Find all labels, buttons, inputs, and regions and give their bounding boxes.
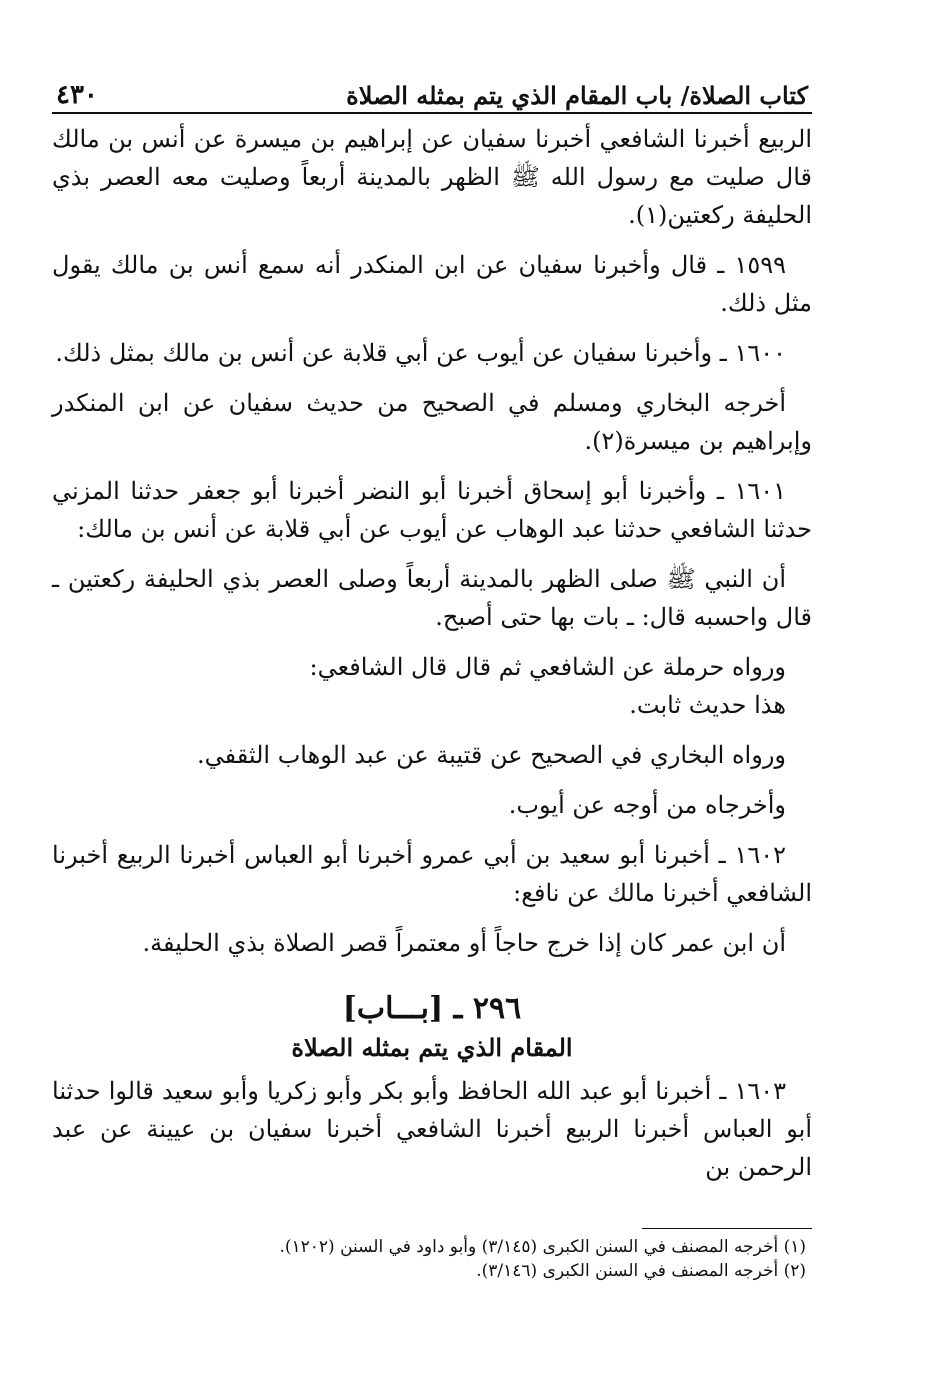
chapter-heading — [52, 988, 812, 1066]
matn-1602: أن ابن عمر كان إذا خرج حاجاً أو معتمراً قصر الصلاة بذي الحليفة. — [142, 929, 786, 957]
hadith-1603: ١٦٠٣ ـ أخبرنا أبو عبد الله الحافظ وأبو بكر وأبو زكريا وأبو سعيد قالوا حدثنا أبو العباس أخبرنا الربيع أخبرنا الشافعي أخبرنا سفيان بن عيينة عن عبد الرحمن بن — [52, 1077, 812, 1181]
hukm-hadith: هذا حديث ثابت. — [629, 691, 786, 719]
hadith-1601: ١٦٠١ ـ وأخبرنا أبو إسحاق أخبرنا أبو النضر أخبرنا أبو جعفر حدثنا المزني حدثنا الشافعي حدثنا عبد الوهاب عن أيوب عن أبي قلابة عن أنس بن مالك: — [52, 477, 812, 543]
hadith-1600: ١٦٠٠ ـ وأخبرنا سفيان عن أيوب عن أبي قلابة عن أنس بن مالك بمثل ذلك. — [55, 339, 786, 367]
page-number: ٤٣٠ — [56, 80, 98, 110]
page-header — [52, 70, 812, 114]
book-page — [52, 70, 812, 1350]
takhrij-1600: أخرجه البخاري ومسلم في الصحيح من حديث سفيان عن ابن المنكدر وإبراهيم بن ميسرة(٢). — [52, 389, 812, 455]
footnote-1: (١) أخرجه المصنف في السنن الكبرى (٣/١٤٥) وأبو داود في السنن (١٢٠٢). — [279, 1237, 806, 1257]
footnote-2: (٢) أخرجه المصنف في السنن الكبرى (٣/١٤٦). — [476, 1261, 806, 1281]
hadith-1602: ١٦٠٢ ـ أخبرنا أبو سعيد بن أبي عمرو أخبرنا أبو العباس أخبرنا الربيع أخبرنا الشافعي أخبرنا مالك عن نافع: — [52, 841, 812, 907]
chapter-number: ٢٩٦ ـ [بـــاب] — [342, 991, 522, 1026]
footnote-rule — [642, 1228, 812, 1229]
riwaya-harmala: ورواه حرملة عن الشافعي ثم قال قال الشافعي: — [309, 653, 786, 681]
matn-1601: أن النبي ﷺ صلى الظهر بالمدينة أربعاً وصلى العصر بذي الحليفة ركعتين ـ قال واحسبه قال: ـ بات بها حتى أصبح. — [52, 565, 812, 631]
main-text — [52, 120, 812, 1186]
running-title: كتاب الصلاة/ باب المقام الذي يتم بمثله الصلاة — [346, 81, 808, 110]
footnotes — [52, 1228, 812, 1283]
chapter-title: المقام الذي يتم بمثله الصلاة — [291, 1033, 573, 1062]
hadith-1599: ١٥٩٩ ـ قال وأخبرنا سفيان عن ابن المنكدر أنه سمع أنس بن مالك يقول مثل ذلك. — [52, 251, 812, 317]
paragraph-continuation: الربيع أخبرنا الشافعي أخبرنا سفيان عن إبراهيم بن ميسرة عن أنس بن مالك قال صليت مع رسول الله ﷺ الظهر بالمدينة أربعاً وصليت معه العصر بذي الحليفة ركعتين(١). — [52, 125, 812, 229]
akhrajahu: وأخرجاه من أوجه عن أيوب. — [508, 791, 786, 819]
riwaya-bukhari: ورواه البخاري في الصحيح عن قتيبة عن عبد الوهاب الثقفي. — [196, 741, 786, 769]
